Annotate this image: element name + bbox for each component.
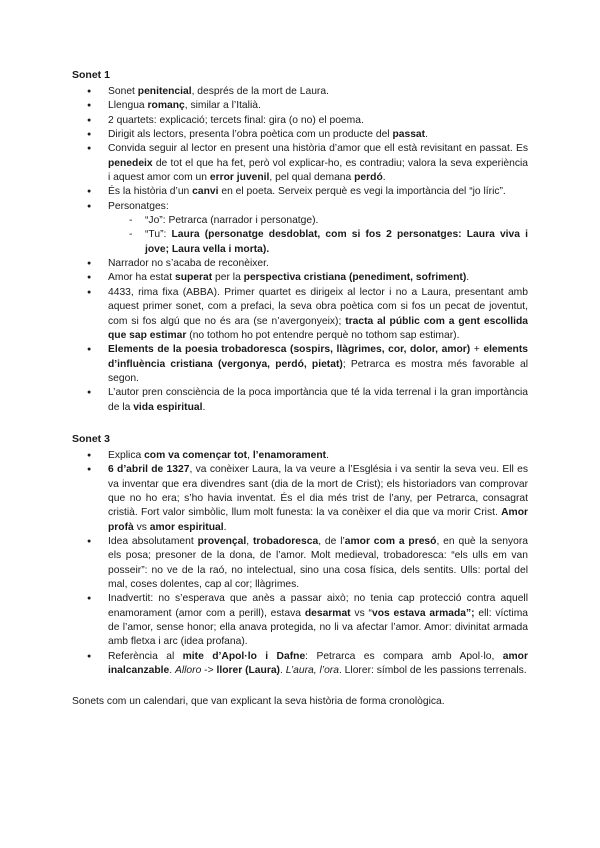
text-run: (no tothom ho pot entendre perquè no tothom sap estimar).: [186, 329, 460, 341]
text-run: .: [279, 665, 286, 677]
bold-text: canvi: [192, 186, 219, 198]
text-run: Inadvertit: no s’esperava que anès a passar això; no tenia cap protecció contra aquell enamorament (amor com a perill), estava: [108, 593, 528, 619]
personatges-sublist: [108, 214, 528, 257]
text-run: , després de la mort de Laura.: [191, 86, 329, 97]
sonet3-heading: Sonet 3: [72, 432, 110, 445]
text-run: .: [202, 401, 206, 413]
text-run: 4433, rima fixa (ABBA). Primer quartet es dirigeix al lector i no a Laura, presentant amb aquest primer sonet, com a prefaci, la seva obra poètica com si fos un pecat de joventut, com si fos algú que no és ara (se n’avergonyeix);: [108, 286, 528, 327]
bold-text: perspectiva cristiana (penediment, sofriment): [243, 272, 467, 284]
bold-text: superat: [174, 272, 213, 284]
sonet1-list: [72, 85, 528, 415]
text-run: Sonet: [108, 86, 138, 97]
bullet-item: [72, 592, 528, 649]
text-run: Personatges:: [108, 200, 169, 212]
bullet-item: [72, 463, 528, 535]
text-run: ->: [201, 665, 217, 677]
text-run: .: [326, 449, 329, 461]
bullet-item: [72, 535, 528, 592]
bold-text: amor inalcanzable: [108, 650, 528, 677]
bold-text: amor espiritual: [149, 521, 224, 533]
text-run: , en què la senyora els posa; presoner de la dona, de l’amor. Molt medieval, trobadoresca: “els ulls em van posseir”: no ve de la raó, no intelectual, sino una cosa física, dels sentits. Ulls: portal del mal, coses dolentes, cap al cor; llàgrimes.: [108, 535, 528, 590]
bold-text: perdó: [354, 172, 383, 184]
text-run: vs “: [350, 607, 372, 619]
bold-text: Laura (personatge desdoblat, com si fos 2 personatges: Laura viva i jove; Laura vella i morta).: [145, 229, 528, 255]
text-run: 2 quartets: explicació; tercets final: gira (o no) el poema.: [108, 114, 364, 126]
text-run: L’autor pren consciència de la poca importància que té la vida terrenal i la gran importància de la: [108, 387, 528, 413]
bold-text: llorer (Laura): [216, 665, 280, 677]
text-run: ,: [247, 449, 253, 461]
italic-text: Alloro: [174, 665, 202, 677]
text-run: en el poeta. Serveix perquè es vegi la importància del “jo líric”.: [218, 186, 506, 198]
text-run: .: [425, 129, 428, 141]
text-run: .: [169, 665, 175, 677]
bold-text: romanç: [147, 100, 185, 112]
text-run: ell: víctima de l’amor, sense honor; ella anava protegida, no li va afectar l’amor. Amor: divinitat armada amb fletxa i arc (idea profana).: [108, 607, 528, 648]
bold-text: 6 d’abril de 1327: [108, 464, 190, 476]
text-run: per la: [212, 272, 244, 284]
bold-text: desarmat: [304, 607, 351, 619]
text-run: Amor ha estat: [108, 272, 175, 284]
bold-text: passat: [392, 129, 426, 141]
bold-text: tracta al públic com a gent escollida que sap estimar: [108, 315, 528, 341]
text-run: ; Petrarca es mostra més favorable al segon.: [108, 358, 528, 384]
bullet-item: [72, 343, 528, 386]
bold-text: error juvenil: [209, 172, 270, 184]
text-run: . Llorer: símbol de les passions terrenals.: [338, 665, 527, 677]
sonet1-heading: Sonet 1: [72, 69, 110, 81]
bold-text: elements d’influència cristiana (vergonya, perdó, pietat): [108, 344, 528, 370]
text-run: : Petrarca es compara amb Apol·lo,: [305, 650, 503, 662]
italic-text: L’aura, l’ora: [285, 665, 339, 677]
text-run: Explica: [108, 449, 145, 461]
text-run: vs: [133, 521, 150, 533]
bullet-item: [72, 386, 528, 415]
text-run: +: [470, 344, 484, 356]
text-run: Convida seguir al lector en present una història d’amor que ell està revisitant en passat. Es: [108, 143, 528, 155]
bullet-item: [72, 200, 528, 257]
text-run: Referència al: [108, 650, 183, 662]
text-run: Dirigit als lectors, presenta l’obra poètica com un producte del: [108, 129, 393, 141]
bold-text: penedeix: [108, 157, 153, 169]
bullet-item: [72, 142, 528, 185]
bold-text: l’enamorament: [252, 449, 327, 461]
text-run: .: [382, 172, 386, 184]
bold-text: Elements de la poesia trobadoresca (sospirs, llàgrimes, cor, dolor, amor): [108, 344, 471, 356]
text-run: , de l’: [318, 535, 345, 547]
text-run: Llengua: [108, 100, 148, 112]
bullet-item: [72, 271, 528, 285]
bold-text: trobadoresca: [252, 535, 319, 547]
bold-text: com va començar tot: [144, 449, 248, 461]
text-run: .: [223, 521, 227, 533]
sonet3-list: [72, 449, 528, 679]
sub-bullet-item: [129, 214, 528, 228]
bullet-item: [72, 85, 528, 99]
bold-text: provençal: [197, 535, 247, 547]
bullet-item: [72, 650, 528, 679]
bold-text: vida espiritual: [133, 401, 203, 413]
bullet-item: [72, 114, 528, 128]
text-run: És la història d’un: [108, 186, 193, 198]
text-run: Narrador no s’acaba de reconèixer.: [108, 258, 269, 270]
bold-text: amor com a presó: [344, 535, 437, 547]
bullet-item: [72, 257, 528, 271]
bullet-item: [72, 99, 528, 113]
text-run: .: [466, 272, 470, 284]
text-run: Idea absolutament: [108, 535, 198, 547]
text-run: , pel qual demana: [269, 172, 355, 184]
bullet-item: [72, 185, 528, 199]
text-run: ,: [246, 535, 253, 547]
text-run: “Tu”:: [145, 229, 172, 241]
bullet-item: [72, 128, 528, 142]
sub-bullet-item: [129, 228, 528, 257]
bold-text: Amor profà: [108, 507, 528, 533]
bold-text: vos estava armada”;: [371, 607, 475, 619]
closing-paragraph: Sonets com un calendari, que van explicant la seva història de forma cronològica.: [72, 696, 445, 708]
bullet-item: [72, 449, 528, 463]
text-run: , similar a l’Italià.: [184, 100, 261, 112]
bold-text: penitencial: [137, 86, 192, 97]
text-run: de tot el que ha fet, però vol explicar-ho, es contradiu; valora la seva experiència i aquest amor com un: [108, 157, 528, 184]
text-run: , va conèixer Laura, la va veure a l’Església i va sentir la seva veu. Ell es va inventar que era divendres sant (dia de la mort de Crist); els historiadors van comprovar que no ho era; s’ho havia inventat. És el dia més trist de l’any, per Petrarca, consagrat cristià. Fort valor simbòlic, llum molt funesta: la va conèixer el dia que va morir Crist.: [108, 464, 528, 519]
text-run: “Jo”: Petrarca (narrador i personatge).: [145, 215, 319, 227]
bullet-item: [72, 286, 528, 343]
bold-text: mite d’Apol·lo i Dafne: [182, 650, 306, 662]
